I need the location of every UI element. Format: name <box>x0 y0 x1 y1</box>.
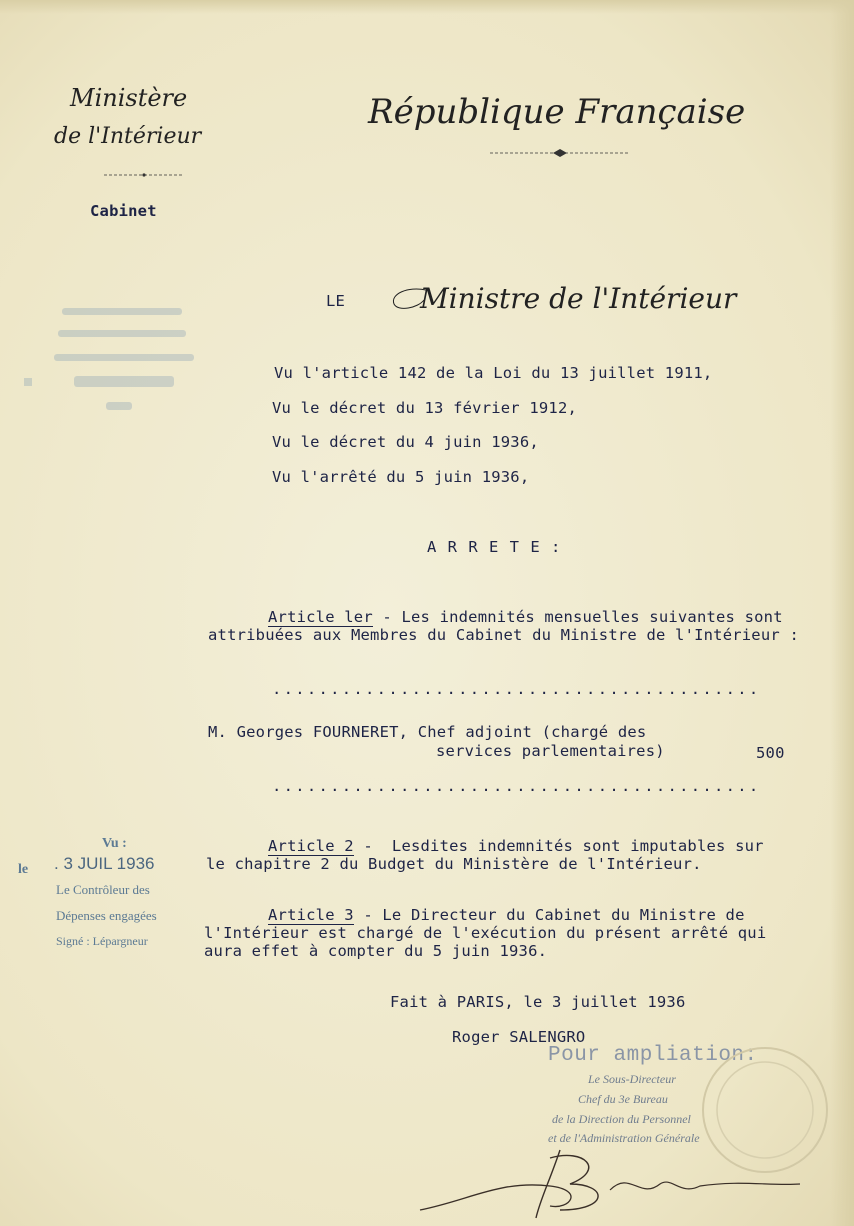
consideration-1: Vu l'article 142 de la Loi du 13 juillet 1911, <box>274 364 713 382</box>
closing-place-date: Fait à PARIS, le 3 juillet 1936 <box>390 993 686 1011</box>
republic-title: République Française <box>368 92 746 132</box>
cabinet-label: Cabinet <box>90 202 157 220</box>
dotted-line-2: .......................................... <box>272 777 761 795</box>
article1-label: Article ler <box>268 608 373 626</box>
article3-text1: - Le Directeur du Cabinet du Ministre de <box>353 906 745 924</box>
republic-divider-ornament <box>490 148 630 158</box>
article1-line2: attribuées aux Membres du Cabinet du Ministre de l'Intérieur : <box>208 626 799 644</box>
article3-line3: aura effet à compter du 5 juin 1936. <box>204 942 548 960</box>
stamp-ampliation-line2: Chef du 3e Bureau <box>578 1092 668 1106</box>
bleed-through-stamp <box>24 304 204 424</box>
arrete-heading: A R R E T E : <box>427 538 562 556</box>
beneficiary-amount: 500 <box>756 744 785 762</box>
stamp-ampliation-line1: Le Sous-Directeur <box>588 1072 676 1086</box>
beneficiary-line1: M. Georges FOURNERET, Chef adjoint (chargé des <box>208 723 647 741</box>
ministry-divider-ornament <box>104 170 184 180</box>
article1-text1: - Les indemnités mensuelles suivantes sont <box>372 608 783 626</box>
article2-label: Article 2 <box>268 837 354 855</box>
article3-line2: l'Intérieur est chargé de l'exécution du présent arrêté qui <box>204 924 767 942</box>
consideration-3: Vu le décret du 4 juin 1936, <box>272 433 539 451</box>
ministry-line1: Ministère <box>70 84 188 112</box>
paper-edge-top <box>0 0 854 14</box>
article1-line1 <box>268 608 783 626</box>
article3-label: Article 3 <box>268 906 354 924</box>
beneficiary-line2: services parlementaires) <box>436 742 665 760</box>
stamp-vu-line3: Signé : Lépargneur <box>56 934 148 948</box>
consideration-4: Vu l'arrêté du 5 juin 1936, <box>272 468 530 486</box>
consideration-2: Vu le décret du 13 février 1912, <box>272 399 578 417</box>
stamp-ampliation-line3: de la Direction du Personnel <box>552 1112 691 1126</box>
article2-text1: - Lesdites indemnités sont imputables sur <box>353 837 764 855</box>
stamp-vu-le: le <box>18 862 29 877</box>
dotted-line-1: .......................................... <box>272 680 761 698</box>
stamp-ampliation-title: Pour ampliation: <box>548 1044 758 1067</box>
article2-line1 <box>268 837 764 855</box>
article2-line2: le chapitre 2 du Budget du Ministère de l'Intérieur. <box>206 855 702 873</box>
heading-le: LE <box>326 292 346 310</box>
stamp-ampliation-line4: et de l'Administration Générale <box>548 1131 700 1145</box>
bleed-through-stamp-shape <box>24 304 204 424</box>
heading-title: Ministre de l'Intérieur <box>420 282 737 315</box>
handwritten-signature <box>410 1140 810 1220</box>
stamp-vu-date: . 3 JUIL 1936 <box>54 854 155 873</box>
closing-signatory: Roger SALENGRO <box>452 1028 586 1046</box>
ministry-line2: de l'Intérieur <box>54 124 202 149</box>
stamp-vu-label: Vu : <box>102 836 127 851</box>
stamp-vu-line2: Dépenses engagées <box>56 908 157 923</box>
stamp-vu-line1: Le Contrôleur des <box>56 882 150 897</box>
article3-line1 <box>268 906 745 924</box>
